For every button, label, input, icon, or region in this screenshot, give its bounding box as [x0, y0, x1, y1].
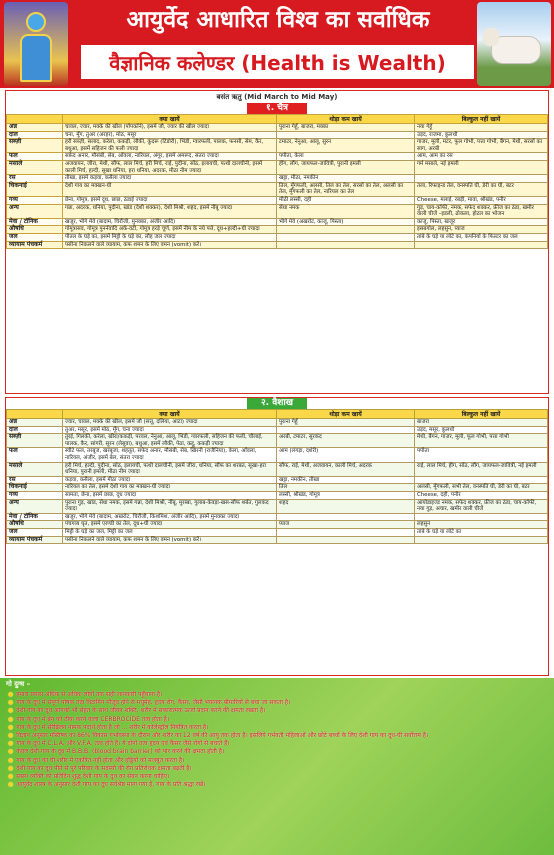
- table-row: [7, 153, 548, 161]
- cell-less: [277, 233, 415, 241]
- section-vaishakh: [5, 397, 549, 676]
- header-less: थोड़ा कम खायें: [277, 115, 415, 124]
- table-row: [7, 182, 548, 196]
- cow-image: [477, 2, 551, 86]
- bullet-icon: ●: [8, 781, 14, 789]
- cell-never: उड़द, मसूर, कुलथी: [415, 426, 548, 434]
- cell-eat: गन्ना, अदरक, धनिया, पुदीना, खांड (देशी शक्कर), देशी मिश्री, शहद, इसमें नींबू ज्यादा: [63, 204, 277, 218]
- table-row: [7, 175, 548, 183]
- row-category: जल: [7, 233, 63, 241]
- cell-less: खट्टा, मीठा, नमकीन: [277, 175, 415, 183]
- cell-eat: अजवायन, जीरा, मेथी, सौंफ, लाल मिर्च, हरी मिर्च, राई, पुदीना, सोंठ, इलायची, पत्थी दालचीनी, इसमें काली मिर्च, हल्दी, सूखा धनिया, हरा धनिया, अदरक, मीठा नीम ज्यादा: [63, 160, 277, 174]
- section-chaitra: [5, 90, 549, 394]
- row-category: चिकनाई: [7, 484, 63, 492]
- page-subtitle: वैज्ञानिक कलेण्डर (Health is Wealth): [80, 44, 475, 80]
- cell-never: गर्म मसाले, नई इमली: [415, 160, 548, 174]
- benefit-item: [8, 716, 546, 724]
- cell-less: [277, 528, 415, 536]
- row-category: जल: [7, 528, 63, 536]
- benefits-title: गो दुग्ध –: [6, 680, 31, 688]
- row-category: औषधि: [7, 226, 63, 234]
- row-category: सब्ज़ी: [7, 139, 63, 153]
- table-row: [7, 218, 548, 226]
- cell-eat: छेना, गोमूत्र, इसमें दूध, छाछ, ठंडाई ज्यादा: [63, 196, 277, 204]
- cow-milk-benefits: [0, 678, 554, 855]
- benefit-text: गाय के दूध में ब्रेन को ठीक करने वाला CERBROCIDE तत्व होता है।: [16, 715, 170, 723]
- cell-eat: खजूर, भीगे मेवे (बादाम, अखरोट, चिरौंजी, किशमिश, अंजीर आदि), इसमें मुनक्का ज्यादा: [63, 513, 277, 521]
- cell-less: टमाटर, नेनुआ, आलू, सुरन: [277, 139, 415, 153]
- cell-eat: पंचगव्य घृत, इसमें एरण्डी का तेल, दूध+घी ज्यादा: [63, 521, 277, 529]
- table-row: [7, 491, 548, 499]
- cell-eat: पीतल के घड़े का, इसमें मिट्टी के घड़े का, लौह जल ज्यादा: [63, 233, 277, 241]
- cell-eat: हरी मिर्च, हल्दी, पुदीना, सोंठ, इलायची, पत्थी दालचीनी, इसमें जीरा, धनिया, सौंफ का शरबत, सूखा-हरा धनिया, पुरानी इमली, मीठा नीम ज्यादा: [63, 462, 277, 476]
- cell-never: राई, लाल मिर्च, हींग, सोंठ, लौंग, जायफल-जावित्री, नई इमली: [415, 462, 548, 476]
- cell-less: अरबी, टमाटर, सुरकंद: [277, 434, 415, 448]
- row-category: औषधि: [7, 521, 63, 529]
- row-category: अन्य: [7, 499, 63, 513]
- table-row: [7, 426, 548, 434]
- cell-less: आम (लंगड़ा, दशेरी): [277, 448, 415, 462]
- row-category: मसाले: [7, 160, 63, 174]
- benefit-item: [8, 781, 546, 789]
- cell-eat: तुरई, गिलकी, करेला, खीरा/ककड़ी, परवल, नेनुआ, आलू, भिंडी, ग्वारफली, सहिजन की फली, चौलाई, पालक, कैर, सांगरी, सूरन (लेसुवा), बथुआ, इसमें लौकी, पेठा, कद्दू, ककड़ी ज्यादा: [63, 434, 277, 448]
- diet-table: [6, 409, 548, 544]
- row-category: फल: [7, 153, 63, 161]
- cell-eat: मिट्टी के घड़े का जल, मिट्टी का जल: [63, 528, 277, 536]
- cell-less: पुराना गेहूँ, बाजरा, मक्का: [277, 124, 415, 132]
- table-row: [7, 204, 548, 218]
- cell-never: गाजर, मूली, मटर, फूल गोभी, पत्ता गोभी, बैंगन, मेथी, सरसों का साग, अरबी: [415, 139, 548, 153]
- cell-eat: हरी सब्ज़ी, सलाद, करेला, ककड़ी, लौकी, कुंदरू (टिंडोरी), भिंडी, ग्वारफली, पालक, फनसी, सेम, कैर, बथुआ, इसमें सहिजन की फली ज्यादा: [63, 139, 277, 153]
- cell-never: पपीता: [415, 448, 548, 462]
- cell-never: आम, आम का रस: [415, 153, 548, 161]
- table-row: [7, 536, 548, 544]
- table-row: [7, 528, 548, 536]
- table-row: [7, 484, 548, 492]
- cell-less: हींग, लौंग, जायफल-जावित्री, पुरानी इमली: [277, 160, 415, 174]
- cell-never: गुड़, चाय-कॉफी, नमक, सफेद शक्कर, फ्रीज का ठंडा, खमीर वाली चीजें –इडली, ढोकला, होटल का भोजन: [415, 204, 548, 218]
- cell-never: [415, 175, 548, 183]
- cell-never: मेथी, बैंगन, गाजर, मूली, फूल गोभी, पत्ता गोभी: [415, 434, 548, 448]
- header-banner: [0, 0, 554, 88]
- cell-eat: खजूर, भीगे मेवे (बादाम, चिरौंजी, मुनक्का, अंजीर आदि): [63, 218, 277, 226]
- cell-less: प्याज: [277, 521, 415, 529]
- row-category: व्यायाम पंचकर्म: [7, 241, 63, 249]
- benefits-list: [0, 691, 554, 789]
- header-never: बिल्कुल नहीं खायें: [415, 410, 548, 419]
- cell-eat: ज्वार, चावल, मक्के की खील, इसमें जौ (सत्तू, दलिया, आटा) ज्यादा: [63, 419, 277, 427]
- cell-never: इसबगोल, लहसुन, प्याज: [415, 226, 548, 234]
- season-label: बसंत ऋतु (Mid March to Mid May): [216, 93, 338, 101]
- benefit-text: गाय के दूध में C.L.A. और V.F.A. तत्व होते हैं। ये दोनों तत्व हृदय एवं कैंसर जैसे रोगों से बचाते हैं।: [16, 740, 230, 748]
- cell-never: तांबे के घड़े या लोटे का, कंपनियों के फिल्टर का जल: [415, 233, 548, 241]
- cell-never: काजू, पिस्ता, खजूर: [415, 218, 548, 226]
- benefit-text: आयुर्वेद शास्त्र के अनुसार देशी गाय का दूध सर्वश्रेष्ठ माना गया है, गाय के प्रति श्रद्धा रखें।: [16, 781, 206, 789]
- table-row: [7, 226, 548, 234]
- cell-less: [277, 131, 415, 139]
- cell-eat: सफ़ेद अनार, मौसंबी, सेब, आँवला, नारियल, अंगूर, इसमें अमरूद, संतरा ज्यादा: [63, 153, 277, 161]
- row-category: मसाले: [7, 462, 63, 476]
- table-row: [7, 241, 548, 249]
- row-category: दाल: [7, 426, 63, 434]
- cell-never: [415, 536, 548, 544]
- benefit-text: हमारा प्रयास अधिक से अधिक लोगों तक सही जानकारी पहुँचाना है।: [16, 691, 163, 698]
- table-row: [7, 434, 548, 448]
- cell-never: [415, 476, 548, 484]
- bullet-icon: ●: [8, 691, 14, 698]
- cell-eat: तीखा, इसमें कड़वा, कसैला ज्यादा: [63, 175, 277, 183]
- bullet-icon: ●: [8, 773, 14, 781]
- benefit-item: [8, 748, 546, 756]
- table-row: [7, 462, 548, 476]
- bullet-icon: ●: [8, 740, 14, 748]
- cell-eat: पसीना निकलने वाले व्यायाम, कफ शमन के लिए वमन (vomit) करें।: [63, 241, 277, 249]
- benefit-item: [8, 732, 546, 740]
- cell-less: [277, 513, 415, 521]
- header-eat: क्या खायें: [63, 410, 277, 419]
- cell-never: उड़द, राजमा, कुलथी: [415, 131, 548, 139]
- table-row: [7, 419, 548, 427]
- cell-eat: चना, मूँग, तुअर (अरहर), मोठ, मसूर: [63, 131, 277, 139]
- row-category: अन्य: [7, 204, 63, 218]
- cell-eat: नारियल का तेल, इसमें देशी गाय का मक्खन-घी ज्यादा: [63, 484, 277, 492]
- cell-less: मीठी लस्सी, दही: [277, 196, 415, 204]
- row-category: मेवा / टॉनिक: [7, 218, 63, 226]
- row-category: व्यायाम पंचकर्म: [7, 536, 63, 544]
- cell-less: सौंफ, राई, मेथी, अजवायन, काली मिर्च, अदरक: [277, 462, 415, 476]
- table-row: [7, 139, 548, 153]
- table-row: [7, 233, 548, 241]
- table-row: [7, 476, 548, 484]
- cell-less: शहद: [277, 499, 415, 513]
- table-row: [7, 513, 548, 521]
- cell-eat: स्वीटे फल, तरबूज, खरबूजा, शहतूत, सफेद अनार, मौसंबी, सेब, खिरनी (राजैनिया), केला, आँवला, नारियल, अंजीर, इसमें बेल, संतरा ज्यादा: [63, 448, 277, 462]
- month-badge: १. चैत्र: [247, 103, 307, 114]
- cell-less: सेंधा नमक: [277, 204, 415, 218]
- page-title: आयुर्वेद आधारित विश्व का सर्वाधिक: [126, 7, 430, 33]
- bullet-icon: ●: [8, 748, 14, 756]
- row-category: अन्न: [7, 419, 63, 427]
- cell-less: [277, 426, 415, 434]
- benefit-text: विज्ञान अनुसार मस्तिष्क का 86% विकास गर्भावस्था के दौरान और शरीर का 12 वर्ष की आयु तक होता है। इसलिये गर्भवती महिलाओं और छोटे बच्चों के लिए देशी गाय का दूध-घी सर्वोत्तम है।: [16, 732, 429, 740]
- month-badge: २. वैशाख: [247, 398, 307, 409]
- cell-less: [277, 226, 415, 234]
- bullet-icon: ●: [8, 732, 14, 740]
- cell-never: Cheese, दही, पनीर: [415, 491, 548, 499]
- bullet-icon: ●: [8, 699, 14, 707]
- cell-less: तिल, मूँगफली, अलसी, तिल का तेल, सरसों का तेल, अलसी का तेल, मूँगफली का तेल, नारियल का तेल: [277, 182, 415, 196]
- table-row: [7, 124, 548, 132]
- cell-never: आयोडाइज्ड नमक, सफेद शक्कर, फ्रीज का ठंडा, चाय-कॉफी, नया गुड़, अचार, खमीर वाली चीजें: [415, 499, 548, 513]
- cell-less: खट्टा, नमकीन, तीखा: [277, 476, 415, 484]
- cell-eat: गोमूत्रासव, गोमूत्र पुनर्नवादि अर्क-वटी, गोमूत्र हरड़े चूर्ण, इसमें नीम के नये पत्ते, दूध+हल्दी+घी ज्यादा: [63, 226, 277, 234]
- cell-less: पुराना गेहूँ: [277, 419, 415, 427]
- cell-never: Cheese, मलाई, रबड़ी, मावा, श्रीखंड, पनीर: [415, 196, 548, 204]
- diet-table: [6, 114, 548, 249]
- cell-less: [277, 536, 415, 544]
- cell-never: [415, 513, 548, 521]
- benefit-text: गाय के दूध में संपूर्ण पोषक तत्व विटामिन मौजूद होने से मधुमेह, हृदय रोग, कैंसर, जैसी भयानक बीमारियों से बचा जा सकता है।: [16, 699, 291, 707]
- cell-less: [277, 241, 415, 249]
- cell-eat: कड़वा, कसैला, इसमें मीठा ज्यादा: [63, 476, 277, 484]
- bullet-icon: ●: [8, 764, 14, 772]
- cell-less: तिल: [277, 484, 415, 492]
- row-category: सब्ज़ी: [7, 434, 63, 448]
- benefit-item: [8, 773, 546, 781]
- cell-less: भीगे मेवे (अखरोट, काजू, पिस्ता): [277, 218, 415, 226]
- row-category: रस: [7, 175, 63, 183]
- table-row: [7, 160, 548, 174]
- table-row: [7, 196, 548, 204]
- cell-eat: पुराना गुड़, खांड, सेंधा नमक, इसमें गन्ना, देशी मिश्री, नींबू, मुरब्बा, गुलाब-केवड़ा-खस-सौंफ शर्बत, गुलकंद ज्यादा: [63, 499, 277, 513]
- cell-never: नया गेहूँ: [415, 124, 548, 132]
- benefit-item: [8, 724, 546, 732]
- benefit-text: देशी गाय का दूध पीने से पूरे परिवार के सदस्यों की रोग प्रतिरोधक क्षमता बढ़ती है।: [16, 764, 192, 772]
- benefit-item: [8, 707, 546, 715]
- benefit-item: [8, 757, 546, 765]
- table-row: [7, 521, 548, 529]
- cell-eat: पसीना निकलने वाले व्यायाम, कफ शमन के लिए वमन (vomit) करें।: [63, 536, 277, 544]
- bullet-icon: ●: [8, 715, 14, 723]
- cell-never: अलसी, मूँगफली, सभी तेल, वनस्पति घी, डेरी का घी, बटर: [415, 484, 548, 492]
- cell-eat: देशी गाय का मक्खन-घी: [63, 182, 277, 196]
- row-category: फल: [7, 448, 63, 462]
- cell-never: लहसुन: [415, 521, 548, 529]
- row-category: दाल: [7, 131, 63, 139]
- benefit-text: गाय के दूध का घी शरीर में एकत्रित नहीं होता और हड्डियों को मजबूत करता है।: [16, 756, 185, 764]
- row-category: रस: [7, 476, 63, 484]
- bullet-icon: ●: [8, 723, 14, 731]
- header-never: बिल्कुल नहीं खायें: [415, 115, 548, 124]
- cell-less: पपीता, केला: [277, 153, 415, 161]
- cell-eat: सामता, छेना, इसमें छाछ, दूध ज्यादा: [63, 491, 277, 499]
- benefit-text: देशी गाय का दूध आपको भी सेहत के साथ जीवन शक्ति, शरीर में सकारात्मक ऊर्जा प्रदान करने की क्षमता रखता है।: [16, 707, 266, 715]
- row-category: मेवा / टॉनिक: [7, 513, 63, 521]
- benefit-item: [8, 691, 546, 699]
- cell-never: तला, रिफाइन्ड तेल, वनस्पति घी, डेरी का घी, बटर: [415, 182, 548, 196]
- header-less: थोड़ा कम खायें: [277, 410, 415, 419]
- deity-image: [4, 2, 68, 86]
- row-category: गव्य: [7, 491, 63, 499]
- cell-never: [415, 241, 548, 249]
- table-row: [7, 448, 548, 462]
- benefit-item: [8, 765, 546, 773]
- cell-less: लस्सी, श्रीखंड, गोमूत्र: [277, 491, 415, 499]
- cell-eat: तुअर, मसूर, इसमें मोठ, मूँग, चना ज्यादा: [63, 426, 277, 434]
- benefit-text: केवल देशी गाय के दूध में B.B.B. (blood brain barrier) को पार करने की क्षमता होती है।: [16, 748, 225, 756]
- cell-never: बाजरा: [415, 419, 548, 427]
- row-category: चिकनाई: [7, 182, 63, 196]
- row-category: अन्न: [7, 124, 63, 132]
- benefit-text: गाय के दूध में सेरेब्रिलन नामक पदार्थ होता है जो ... शरीर में कोलेस्ट्रॉल नियंत्रित करता है।: [16, 723, 209, 731]
- bullet-icon: ●: [8, 707, 14, 715]
- bullet-icon: ●: [8, 756, 14, 764]
- header-eat: क्या खायें: [63, 115, 277, 124]
- cell-eat: चावल, ज्वार, मक्के की खील (पॉपकॉर्न), इसमें जौ, ज्वार की खील ज्यादा: [63, 124, 277, 132]
- benefit-text: स्वस्थ व्यक्ति को प्रतिदिन शुद्ध देशी गाय के दूध का सेवन करना चाहिए।: [16, 773, 170, 781]
- row-category: गव्य: [7, 196, 63, 204]
- cell-never: तांबे के घड़े या लोटे का: [415, 528, 548, 536]
- table-row: [7, 131, 548, 139]
- table-row: [7, 499, 548, 513]
